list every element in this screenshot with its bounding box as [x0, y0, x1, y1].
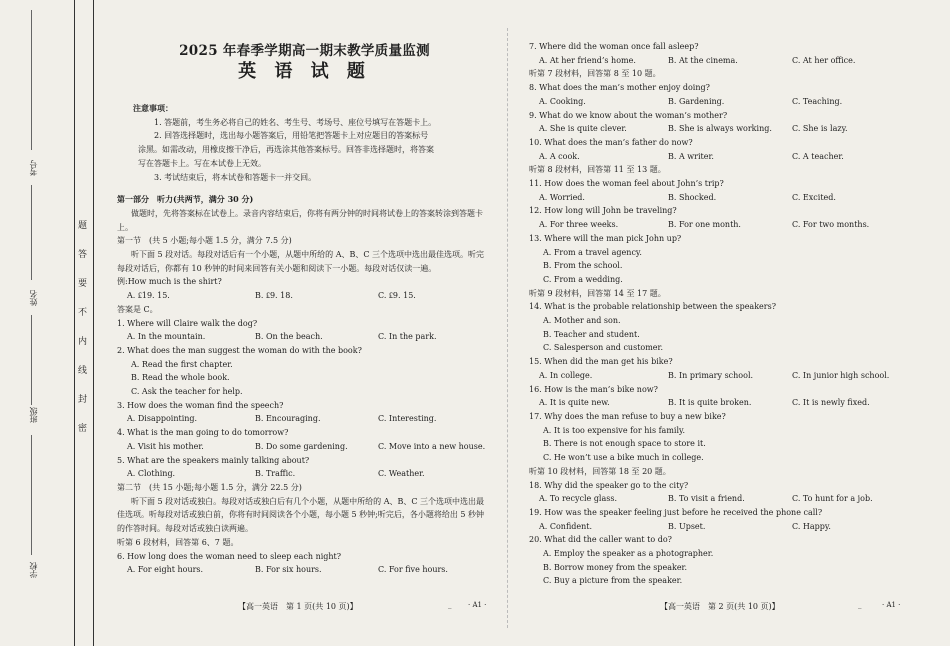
option: C. Buy a picture from the speaker. [543, 576, 683, 586]
option: A. Read the first chapter. [131, 359, 233, 369]
option: C. ₤9. 15. [378, 291, 416, 301]
option: C. Move into a new house. [378, 441, 486, 451]
question-stem: 4. What is the man going to do tomorrow? [117, 428, 289, 438]
option: C. Weather. [378, 469, 425, 479]
option: B. To visit a friend. [668, 494, 745, 504]
exam-subject: 英 语 试 题 [238, 61, 371, 82]
option: A. Mother and son. [543, 316, 621, 326]
side-label-class: 班级 [29, 407, 38, 423]
side-line [31, 10, 32, 150]
page-footer-left: 【高一英语 第 1 页(共 10 页)】 [238, 602, 358, 611]
option: A. For eight hours. [127, 565, 204, 575]
example-question: 例:How much is the shirt? [117, 277, 222, 287]
question-options [529, 191, 909, 205]
question-stem: 2. What does the man suggest the woman do with the book? [117, 345, 362, 355]
option: B. She is always working. [668, 124, 772, 134]
binding-char: 不 [78, 308, 88, 318]
question-stem: 18. Why did the speaker go to the city? [529, 480, 689, 490]
option: C. For two months. [792, 220, 870, 230]
option: A. Confident. [539, 521, 593, 531]
option: C. A teacher. [792, 151, 844, 161]
question-stem: 20. What did the caller want to do? [529, 535, 672, 545]
part1-intro: 做题时，先将答案标在试卷上。录音内容结束后，你将有两分钟的时间将试卷上的答案转涂到答题卡上。 [117, 208, 483, 232]
side-label-school: 学校 [29, 562, 38, 578]
side-line [31, 315, 32, 405]
footer-code: · A1 · [882, 601, 901, 609]
example-answer: 答案是 C。 [117, 304, 158, 314]
option: A. In the mountain. [127, 332, 206, 342]
material-heading: 听第 7 段材料，回答第 8 至 10 题。 [529, 69, 661, 79]
question-options [117, 412, 492, 426]
option: C. In the park. [378, 332, 437, 342]
notes-item: 涂黑。如需改动，用橡皮擦干净后，再选涂其他答案标号。回答非选择题时，将答案 [138, 145, 434, 155]
question-stem: 9. What do we know about the woman’s mother? [529, 110, 728, 120]
material-heading: 听第 10 段材料，回答第 18 至 20 题。 [529, 466, 671, 476]
option: B. Borrow money from the speaker. [543, 562, 688, 572]
question-stem: 6. How long does the woman need to sleep each night? [117, 551, 342, 561]
option: B. For six hours. [255, 565, 322, 575]
option: A. Disappointing. [127, 414, 198, 424]
option: C. Happy. [792, 521, 831, 531]
option: A. To recycle glass. [539, 494, 618, 504]
option: C. For five hours. [378, 565, 448, 575]
section2-intro: 听下面 5 段对话或独白。每段对话或独白后有几个小题，从题中所给的 A、B、C 三个选项中选出最佳选项。听每段对话或独白前，你将有时间阅读各个小题，每小题 5 秒钟;听完后，各小题将给出 5 秒钟的作答时间。每段对话或独白读两遍。 [117, 496, 485, 534]
notes-item: 3. 考试结束后，将本试卷和答题卡一并交回。 [154, 172, 317, 182]
side-line [31, 185, 32, 280]
option: B. Read the whole book. [131, 373, 230, 383]
section1-heading: 第一节 (共 5 小题;每小题 1.5 分，满分 7.5 分) [117, 236, 292, 246]
option: C. Excited. [792, 192, 836, 202]
option: B. Shocked. [668, 192, 717, 202]
right-column [529, 40, 909, 588]
option: C. He won’t use a bike much in college. [543, 453, 704, 463]
question-stem: 16. How is the man’s bike now? [529, 384, 658, 394]
binding-char: 内 [78, 337, 88, 347]
option: B. ₤9. 18. [255, 291, 293, 301]
page-footer-right: 【高一英语 第 2 页(共 10 页)】 [660, 602, 780, 611]
option: B. A writer. [668, 151, 714, 161]
option: A. ₤19. 15. [127, 291, 170, 301]
question-options [529, 95, 909, 109]
question-stem: 3. How does the woman find the speech? [117, 400, 284, 410]
option: A. From a travel agency. [543, 247, 642, 257]
question-options [529, 150, 909, 164]
option: C. Salesperson and customer. [543, 343, 664, 353]
question-stem: 17. Why does the man refuse to buy a new bike? [529, 411, 726, 421]
left-column [117, 40, 492, 577]
question-stem: 14. What is the probable relationship between the speakers? [529, 302, 776, 312]
question-stem: 8. What does the man’s mother enjoy doing? [529, 83, 710, 93]
side-label-exam-number: 考号 [29, 160, 38, 176]
option: A. Visit his mother. [127, 441, 204, 451]
question-stem: 5. What are the speakers mainly talking about? [117, 455, 310, 465]
option: B. At the cinema. [668, 55, 738, 65]
example-options [117, 289, 492, 303]
question-options [529, 54, 909, 68]
question-stem: 11. How does the woman feel about John’s trip? [529, 179, 724, 189]
question-stem: 1. Where will Claire walk the dog? [117, 318, 258, 328]
material-heading: 听第 8 段材料，回答第 11 至 13 题。 [529, 165, 666, 175]
part1-heading: 第一部分 听力(共两节，满分 30 分) [117, 194, 254, 205]
question-options [117, 467, 492, 481]
binding-char: 密 [78, 424, 88, 434]
question-options [117, 330, 492, 344]
question-options [529, 492, 909, 506]
option: C. Ask the teacher for help. [131, 387, 243, 397]
option: C. At her office. [792, 55, 856, 65]
question-stem: 13. Where will the man pick John up? [529, 233, 682, 243]
side-line [31, 435, 32, 555]
option: C. Teaching. [792, 96, 843, 106]
section2-heading: 第二节 (共 15 小题;每小题 1.5 分，满分 22.5 分) [117, 482, 302, 492]
binding-char: 题 [78, 221, 88, 231]
question-options [529, 520, 909, 534]
option: B. It is quite broken. [668, 398, 752, 408]
option: B. Gardening. [668, 96, 725, 106]
option: A. She is quite clever. [539, 124, 627, 134]
binding-char: 答 [78, 250, 88, 260]
binding-strip [74, 0, 94, 646]
option: B. There is not enough space to store it. [543, 439, 706, 449]
option: B. Teacher and student. [543, 329, 640, 339]
binding-char: 要 [78, 279, 88, 289]
material-heading: 听第 6 段材料，回答第 6、7 题。 [117, 537, 239, 547]
question-options [529, 396, 909, 410]
question-stem: 19. How was the speaker feeling just before he received the phone call? [529, 507, 823, 517]
page-divider [507, 28, 508, 628]
notes-item: 写在答题卡上。写在本试卷上无效。 [138, 158, 266, 168]
question-options [117, 440, 492, 454]
option: C. To hunt for a job. [792, 494, 873, 504]
option: A. Employ the speaker as a photographer. [543, 549, 714, 559]
binding-char: 线 [78, 366, 88, 376]
question-options [529, 218, 909, 232]
question-stem: 10. What does the man’s father do now? [529, 137, 693, 147]
option: A. Cooking. [539, 96, 586, 106]
notes-item: 1. 答题前，考生务必将自己的姓名、考生号、考场号、座位号填写在答题卡上。 [154, 117, 437, 127]
option: C. In junior high school. [792, 370, 890, 380]
question-options [117, 563, 492, 577]
section1-intro: 听下面 5 段对话。每段对话后有一个小题，从题中所给的 A、B、C 三个选项中选出最佳选项。听完每段对话后，你都有 10 秒钟的时间来回答有关小题和阅读下一小题。每段对话仅读一遍。 [117, 250, 485, 273]
option: B. Traffic. [255, 469, 296, 479]
option: B. Do some gardening. [255, 441, 348, 451]
option: B. Encouraging. [255, 414, 321, 424]
binding-char: 封 [78, 395, 88, 405]
option: A. It is quite new. [539, 398, 610, 408]
option: C. From a wedding. [543, 274, 623, 284]
option: A. A cook. [539, 151, 580, 161]
notes-item: 2. 回答选择题时，选出每小题答案后，用铅笔把答题卡上对应题目的答案标号 [154, 131, 429, 141]
question-stem: 12. How long will John be traveling? [529, 206, 677, 216]
footer-dash: _ [858, 601, 862, 609]
question-options [529, 369, 909, 383]
option: B. On the beach. [255, 332, 323, 342]
material-heading: 听第 9 段材料，回答第 14 至 17 题。 [529, 288, 666, 298]
option: A. Worried. [539, 192, 585, 202]
option: C. Interesting. [378, 414, 437, 424]
footer-code: · A1 · [468, 601, 487, 609]
footer-dash: _ [448, 601, 452, 609]
question-options [529, 122, 909, 136]
option: A. For three weeks. [539, 220, 619, 230]
option: B. From the school. [543, 261, 623, 271]
notes-heading: 注意事项： [133, 103, 173, 113]
option: B. In primary school. [668, 370, 754, 380]
option: A. At her friend’s home. [539, 55, 636, 65]
option: B. Upset. [668, 521, 706, 531]
option: A. It is too expensive for his family. [543, 425, 686, 435]
option: C. She is lazy. [792, 124, 848, 134]
side-label-name: 姓名 [29, 290, 38, 306]
question-stem: 15. When did the man get his bike? [529, 357, 673, 367]
question-stem: 7. Where did the woman once fall asleep? [529, 42, 699, 51]
option: A. Clothing. [127, 469, 176, 479]
option: B. For one month. [668, 220, 741, 230]
option: A. In college. [539, 370, 593, 380]
exam-title: 2025 年春季学期高一期末教学质量监测 [179, 43, 430, 59]
option: C. It is newly fixed. [792, 398, 870, 408]
